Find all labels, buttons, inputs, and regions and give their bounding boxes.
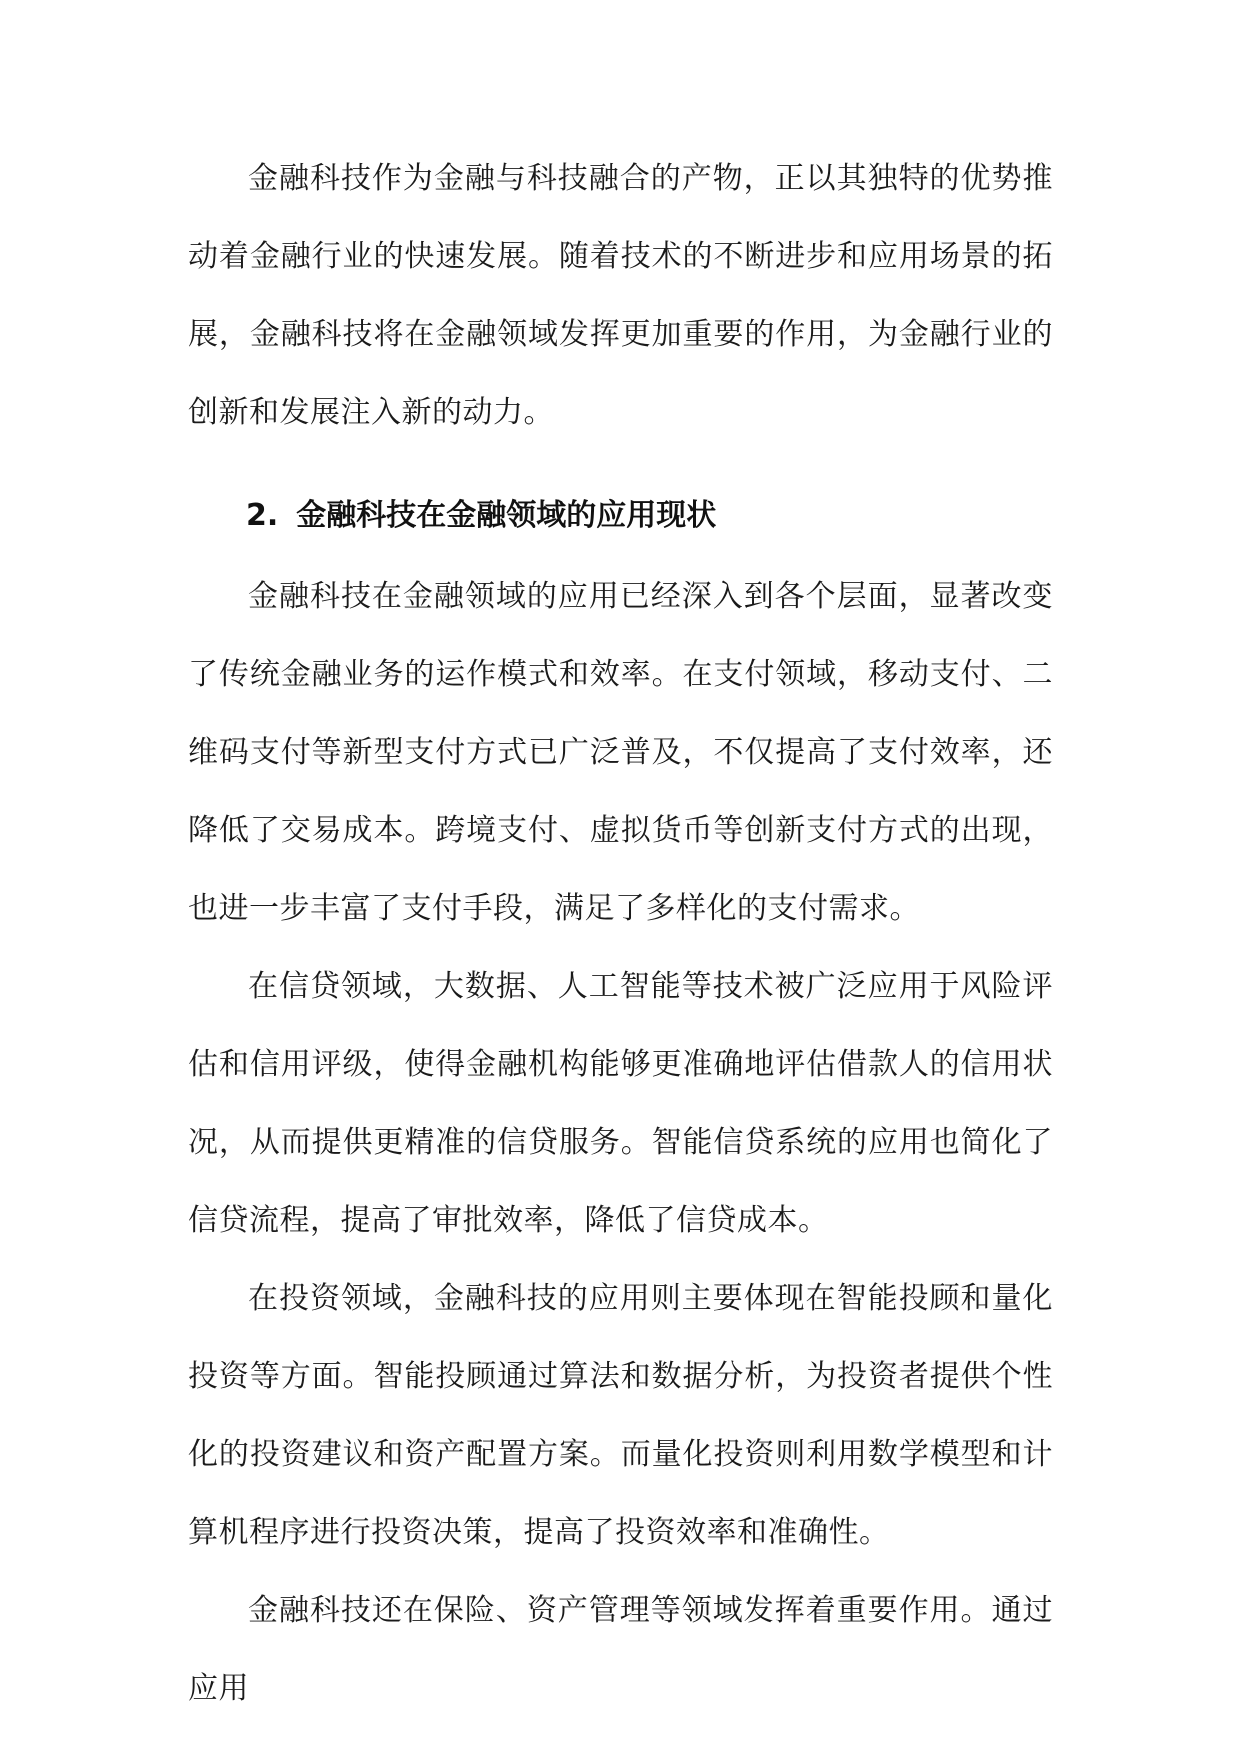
paragraph-payments: 金融科技在金融领域的应用已经深入到各个层面，显著改变了传统金融业务的运作模式和效率。在支付领域，移动支付、二维码支付等新型支付方式已广泛普及，不仅提高了支付效率，还降低了交易成本。跨境支付、虚拟货币等创新支付方式的出现，也进一步丰富了支付手段，满足了多样化的支付需求。: [188, 579, 1053, 926]
document-body: [188, 140, 1053, 1728]
paragraph-intro-summary: 金融科技作为金融与科技融合的产物，正以其独特的优势推动着金融行业的快速发展。随着技术的不断进步和应用场景的拓展，金融科技将在金融领域发挥更加重要的作用，为金融行业的创新和发展注入新的动力。: [188, 161, 1053, 430]
paragraph-insurance-asset-management: 金融科技还在保险、资产管理等领域发挥着重要作用。通过应用: [188, 1593, 1053, 1706]
section-title: 金融科技在金融领域的应用现状: [296, 498, 717, 533]
paragraph-credit: 在信贷领域，大数据、人工智能等技术被广泛应用于风险评估和信用评级，使得金融机构能够更准确地评估借款人的信用状况，从而提供更精准的信贷服务。智能信贷系统的应用也简化了信贷流程，提高了审批效率，降低了信贷成本。: [188, 969, 1053, 1238]
section-number: 2.: [246, 498, 279, 533]
section-heading: [188, 486, 1053, 546]
paragraph-investment: 在投资领域，金融科技的应用则主要体现在智能投顾和量化投资等方面。智能投顾通过算法和数据分析，为投资者提供个性化的投资建议和资产配置方案。而量化投资则利用数学模型和计算机程序进行投资决策，提高了投资效率和准确性。: [188, 1281, 1053, 1550]
